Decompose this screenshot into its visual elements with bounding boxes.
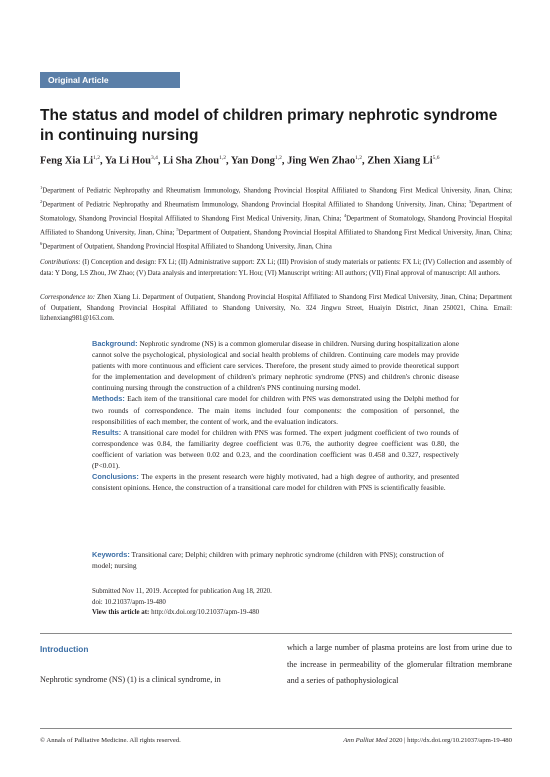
affiliation-text: Department of Outpatient, Shandong Provincial Hospital Affiliated to Shandong University, Jinan, China (42, 242, 332, 250)
results-label: Results: (92, 427, 122, 437)
author-name: Ya Li Hou (104, 155, 151, 167)
body-column-left: Nephrotic syndrome (NS) (1) is a clinical syndrome, in (40, 675, 221, 684)
page-footer (40, 737, 512, 744)
view-article-line (92, 608, 459, 619)
affiliation-marker: 4 (343, 212, 347, 218)
affiliations (40, 183, 512, 252)
author-contributions (40, 258, 512, 279)
affiliation-marker: 1 (40, 185, 43, 190)
author-affiliation-marker: 1,2 (355, 155, 363, 161)
abstract-results (92, 427, 459, 471)
abstract-conclusions (92, 471, 459, 493)
affiliation-marker: 5 (176, 226, 179, 232)
contributions-label: Contributions: (40, 259, 81, 266)
author-affiliation-marker: 1,2 (274, 155, 282, 161)
affiliation-marker: 3 (468, 198, 472, 204)
author-affiliation-marker: 3,4 (150, 155, 158, 161)
background-text: Nephrotic syndrome (NS) is a common glomerular disease in children. Nursing during hospitalization alone cannot solve the psychological, physiological and social health problems of children. Continuing care models may provide patients with more continuous and efficient care services. Therefore, the present study aimed to provide theoretical support for the implementation and development of children's primary nephrotic syndrome (PNS) and children's chronic disease continuing nursing through the construction of a children's PNS continuing nursing model. (92, 339, 459, 393)
contributions-text: (I) Conception and design: FX Li; (II) Administrative support: ZX Li; (III) Provision of study materials or patients: FX Li; (IV) Collection and assembly of data: Y Dong, LS Zhou, JW Zhao; (V) Data analysis and interpretation: YL Hou; (VI) Manuscript writing: All authors; (VII) Final approval of manuscript: All authors. (40, 259, 512, 277)
affiliation-text: Department of Outpatient, Shandong Provincial Hospital Affiliated to Shandong First Medical University, Jinan, China; (178, 228, 512, 236)
affiliation-text: Department of Stomatology, Shandong Provincial Hospital Affiliated to Shandong First Medical University, Jinan, China; (40, 201, 512, 223)
body-column-right: which a large number of plasma proteins are lost from urine due to the increase in permeability of the glomerular filtration membrane and a series of pathophysiological (287, 643, 512, 685)
conclusions-label: Conclusions: (92, 472, 139, 482)
conclusions-text: The experts in the present research were highly motivated, had a high degree of authority, and presented consistent opinions. Hence, the construction of a transitional care model for children with PNS is scientifically feasible. (92, 472, 459, 493)
affiliation-text: Department of Pediatric Nephropathy and Rheumatism Immunology, Shandong Provincial Hospital Affiliated to Shandong First Medical University, Jinan, China; (42, 187, 512, 195)
author-name: Li Sha Zhou (163, 155, 220, 167)
author-name: Jing Wen Zhao (287, 155, 356, 167)
author-affiliation-marker: 1,2 (93, 155, 100, 161)
submission-dates: Submitted Nov 11, 2019. Accepted for publication Aug 18, 2020. (92, 588, 272, 595)
footer-doi: 2020 | http://dx.doi.org/10.21037/apm-19-480 (389, 737, 512, 744)
author-affiliation-marker: 5,6 (432, 155, 440, 161)
correspondence (40, 293, 512, 325)
divider (40, 633, 512, 634)
abstract-background (92, 338, 459, 393)
affiliation-text: Department of Pediatric Nephropathy and Rheumatism Immunology, Shandong Provincial Hospital Affiliated to Shandong University, Jinan, China; (42, 201, 467, 209)
methods-label: Methods: (92, 394, 125, 404)
author-name: Zhen Xiang Li (367, 155, 433, 167)
keywords-label: Keywords: (92, 550, 130, 559)
affiliation-marker: 6 (40, 240, 43, 246)
author-affiliation-marker: 1,2 (219, 155, 226, 161)
keywords-text: Transitional care; Delphi; children with primary nephrotic syndrome (children with PNS); construction of model; nursing (92, 550, 445, 571)
abstract (92, 338, 459, 493)
publication-meta (92, 587, 459, 619)
abstract-methods (92, 393, 459, 426)
author-name: Yan Dong (230, 155, 275, 167)
footer-divider (40, 728, 512, 729)
correspondence-text: Zhen Xiang Li. Department of Outpatient, Shandong Provincial Hospital Affiliated to Shandong First Medical University, Jinan, China; Department of Outpatient, Shandong Provincial Hospital Affiliated to Shandong University, No. 324 Jingwu Street, Huaiyin District, Jinan 250021, China. Email: lizhenxiang981@163.com. (40, 294, 512, 323)
article-type-badge: Original Article (40, 72, 180, 88)
footer-citation (343, 737, 512, 744)
results-text: A transitional care model for children with PNS was formed. The expert judgment coefficient of two rounds of correspondence was 0.84, the familiarity degree coefficient was 0.76, the authority degree coefficient was 0.80, the coefficient of variation was between 0.02 and 0.23, and the coordination coefficient was 0.458 and 0.327, respectively (P<0.01). (92, 427, 459, 471)
author-name: Feng Xia Li (40, 155, 94, 167)
author-list: Feng Xia Li$^{1,2}$, Ya Li Hou$^{3,4}$, Li Sha Zhou$^{1,2}$, Yan Dong$^{1,2}$, Jing Wen Zhao$^{1,2}$, Zhen Xiang Li$^{5,6}$ (40, 155, 440, 167)
background-label: Background: (92, 339, 138, 348)
correspondence-label: Correspondence to: (40, 294, 96, 301)
article-title: The status and model of children primary nephrotic syndrome in continuing nursing (40, 107, 498, 144)
journal-abbrev: Ann Palliat Med (343, 737, 388, 744)
keywords (92, 549, 459, 571)
affiliation-text: Department of Stomatology, Shandong Provincial Hospital Affiliated to Shandong University, Jinan, China; (40, 215, 512, 236)
view-article-link[interactable]: http://dx.doi.org/10.21037/apm-19-480 (151, 609, 260, 617)
methods-text: Each item of the transitional care model for children with PNS was demonstrated using the Delphi method for two rounds of correspondence. The main items included four components: the composition of personnel, the responsibilities of each member, the content of work, and the evaluation indicators. (92, 394, 460, 426)
affiliation-marker: 2 (40, 198, 43, 204)
section-heading: Introduction (40, 644, 89, 654)
view-article-label: View this article at: (92, 609, 150, 617)
copyright: © Annals of Palliative Medicine. All rights reserved. (40, 737, 181, 744)
doi: doi: 10.21037/apm-19-480 (92, 598, 166, 606)
